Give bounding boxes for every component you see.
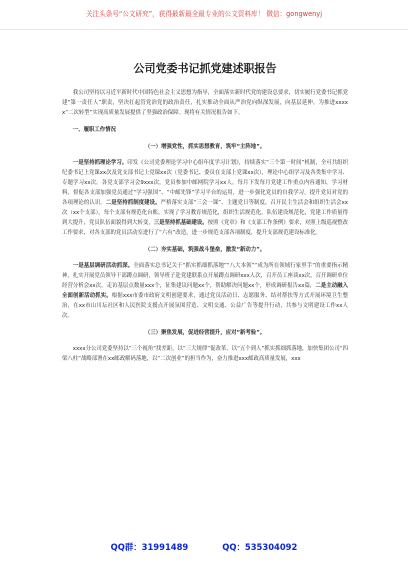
paragraph-development: xxxx分公司党委坚持以“三个视角”找差距，以“三大规律”促改革，以“五个到人”抓实抓细抓落地，加快集团公司“四梁八柱”战略部署在xx邮政解码落地，以“二次创业”的担当作为，奋力推进xxx邮政高质量发展，xxx: [62, 346, 348, 362]
lead-text: 一是坚持抓理论学习。: [72, 160, 128, 166]
paragraph-research: [62, 261, 348, 321]
qq-contact-text: QQ：535304092: [222, 542, 298, 552]
body-text: 全面落实总书记关于“抓实抓细抓落地”“八大本领”“成为所在领域行家里手”的重要指示精神，扎实开展党员领导干部蹲点调研，领导班子赴党建联系点开展蹲点调研xxx人次，召开员工座谈xx次，召开调研单位经营分析会xx次，走访基层点数量xxx个，征集建议问题xx个，帮助解决问题xx个，形成调研报告xx篇，: [62, 263, 348, 289]
lead-text: 二是坚持抓制度建设。: [105, 200, 161, 206]
top-banner-bar: [0, 0, 408, 30]
footer-contacts: [0, 541, 408, 553]
subsection-heading-2: （二）夯实基础，筑强战斗堡垒，激发“新动力”。: [144, 247, 266, 253]
subsection-heading-3: （三）聚焦发展，促进经营提升，应对“新考验”。: [144, 330, 266, 336]
lead-text: 一是基层调研活动抓深。: [72, 263, 134, 269]
body-text: 印发《公司党委理论学习中心组年度学习计划》，持续落实“三个第一时间”机制，全可共组织纪委书记上党课xx次及党支部书记上党课xx次（党委书记、委员在支部上党课xx次），理论中心组学习及各类集中学习、专题学习xx次。各党支部学习会9xxx次，党员参加中邮网院学习xx人。每月下发每月党建工作重点内容通知，学习材料，督促各支部加强党员通过“学习强国”、“中邮先锋”学习平台的运用，进一步强化党员的自我学习，提升党员对党的各项理论的认识。: [62, 160, 348, 206]
promo-banner-text: 关注头条号“公文研究”，获得最新最全最专业的公文资料库！ 微信：gongwenyj: [85, 10, 323, 18]
lead-text: 二是主动融入全面创新活动抓实。: [62, 283, 348, 299]
section-heading: 一、履职工作情况: [72, 127, 116, 133]
page-title: 公司党委书记抓党建述职报告: [133, 62, 277, 75]
intro-paragraph: 我公司坚持以习近平新时代中国特色社会主义思想为指导，全面落实新时代党的建设总要求，切实履行党委书记抓党建“第一责任人”职责，坚决扛起管党治党的政治责任，扎实推动全面从严治党向纵深发展，向基层延伸，为推进xxxxx“二次转型”实现高质量发展提供了坚强政治保障。现将有关情况报告如下。: [62, 90, 348, 116]
subsection-heading-1: （一）增强党性，抓实思想教育，筑牢“主阵地”。: [144, 144, 266, 150]
qq-group-text: QQ群：31991489: [110, 542, 189, 552]
body-text: 严格落实支部“三会一课”、主题党日等制度，召开民主生活会和组织生活会xx次（xx个支部），每个支部有规范化台账。实现了学习教育规范化，组织生活规范化。队伍建设规范化，党建工作质量得到大提升，党员队伍面貌得到大转变，: [62, 200, 348, 226]
body-text: 根据xxx市委市政府文明创建要求，通过党员活动日、志愿服务、结对帮扶等方式开展环境卫生整治，在xx市山川坛社区和人民医院支援点开展氛围营造、文明交通、公益广告等提升行动，共参与文明建设工作xx人次。: [62, 293, 348, 319]
document-page: [62, 60, 348, 365]
body-text: 按照《党章》和《支部工作条例》要求，对照上级巡视整改工作要求，对各支部的党员活动室进行了“六有”改造，进一步规范支部各项制度，提升支部规范建设标准化。: [62, 220, 348, 236]
paragraph-study: [62, 158, 348, 238]
lead-text: 三是坚持抓基础建设。: [153, 220, 208, 226]
